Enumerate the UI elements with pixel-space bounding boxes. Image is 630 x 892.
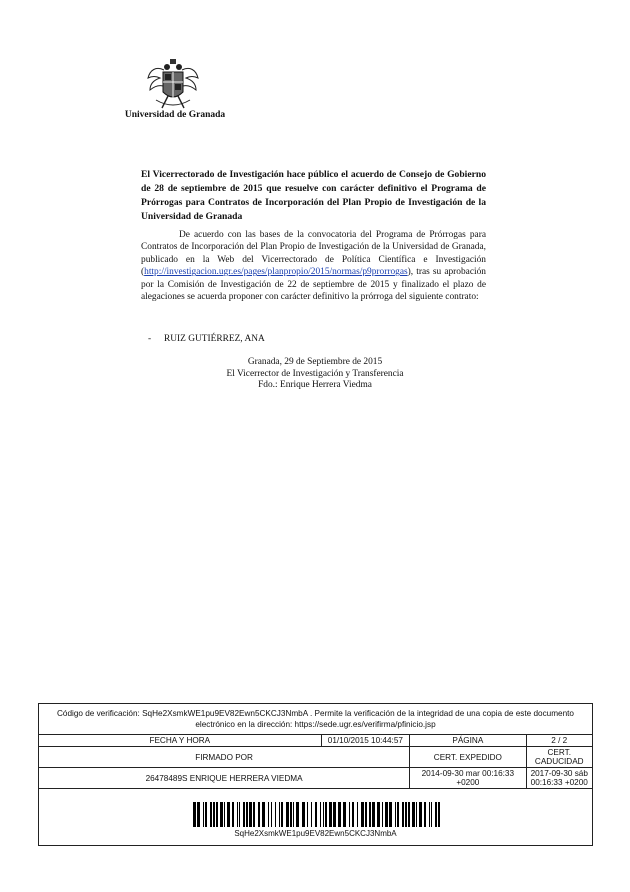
barcode-bar — [352, 802, 354, 827]
signature-role: El Vicerrector de Investigación y Transferencia — [226, 368, 404, 379]
barcode-bar — [246, 802, 248, 827]
fecha-value: 01/10/2015 10:44:57 — [321, 735, 410, 747]
barcode-bar — [385, 802, 388, 827]
barcode-bar — [377, 802, 380, 827]
barcode-bar — [271, 802, 272, 827]
firmado-label: FIRMADO POR — [39, 747, 410, 768]
barcode-bar — [397, 802, 399, 827]
body-text-end: ), tras su aprobación por la Comisión de Investigación de 22 de septiembre de 2015 y finalizado el plazo de alegaciones se acuerda proponer con carácter definitivo la prórroga del siguiente contrato: — [141, 267, 486, 303]
barcode-bar — [220, 802, 223, 827]
barcode-bar — [405, 802, 407, 827]
barcode-bar — [333, 802, 336, 827]
list-dash: - — [148, 334, 152, 344]
verification-code-text: Código de verificación: SqHe2XsmkWE1pu9EV82Ewn5CKCJ3NmbA . Permite la verificación de la integridad de una copia de este documento electrónico en la dirección: https://sede.ugr.es/verifirma/pfinicio.jsp — [39, 704, 593, 735]
planpropio-link[interactable]: http://investigacion.ugr.es/pages/planpropio/2015/normas/p9prorrogas — [144, 267, 408, 278]
barcode-bar — [197, 802, 200, 827]
barcode-bar — [203, 802, 204, 827]
barcode-bar — [307, 802, 308, 827]
beneficiary-item — [148, 334, 265, 344]
barcode-bar — [419, 802, 422, 827]
barcode-bar — [329, 802, 332, 827]
barcode-bar — [311, 802, 312, 827]
body-text-start: De acuerdo con las bases de la convocatoria del Programa de Prórrogas para Contratos de Incorporación del Plan Propio de Investigación de la Universidad de Granada, publicado en la Web del Vicerrectorado de Política Científica e Investigación ( — [141, 230, 486, 278]
barcode-bar — [262, 802, 265, 827]
barcode-bar — [315, 802, 317, 827]
barcode-bar — [232, 802, 234, 827]
barcode-bar — [193, 802, 196, 827]
university-name: Universidad de Granada — [124, 110, 226, 120]
expedido-value: 2014-09-30 mar 00:16:33 +0200 — [410, 768, 526, 789]
body-paragraph — [141, 229, 486, 303]
university-crest-logo — [144, 56, 202, 112]
barcode-bar — [408, 802, 410, 827]
barcode-bar — [279, 802, 280, 827]
expedido-label: CERT. EXPEDIDO — [410, 747, 526, 768]
barcode-bar — [372, 802, 375, 827]
barcode-bar — [438, 802, 440, 827]
barcode-cell — [39, 789, 593, 846]
signer-value: 26478489S ENRIQUE HERRERA VIEDMA — [39, 768, 410, 789]
barcode-bar — [429, 802, 430, 827]
barcode-bar — [268, 802, 269, 827]
barcode-bar — [365, 802, 367, 827]
barcode-bar — [205, 802, 207, 827]
barcode-bar — [258, 802, 260, 827]
barcode-bar — [275, 802, 276, 827]
barcode-bar — [237, 802, 238, 827]
signature-place-date: Granada, 29 de Septiembre de 2015 — [247, 357, 383, 367]
caducidad-label: CERT. CADUCIDAD — [526, 747, 593, 768]
caducidad-value: 2017-09-30 sáb 00:16:33 +0200 — [526, 768, 593, 789]
barcode-text: SqHe2XsmkWE1pu9EV82Ewn5CKCJ3NmbA — [234, 829, 397, 838]
document-heading: El Vicerrectorado de Investigación hace público el acuerdo de Consejo de Gobierno de 28 de septiembre de 2015 que resuelve con carácter definitivo el Programa de Prórrogas para Contratos de Incorporación del Plan Propio de Investigación de la Universidad de Granada — [141, 169, 486, 222]
barcode-bar — [213, 802, 215, 827]
barcode-bar — [296, 802, 299, 827]
pagina-label: PÁGINA — [410, 735, 526, 747]
barcode-bar — [253, 802, 255, 827]
barcode-bar — [349, 802, 350, 827]
barcode-bar — [389, 802, 392, 827]
barcode-bar — [412, 802, 415, 827]
barcode-bar — [281, 802, 283, 827]
pagina-value: 2 / 2 — [526, 735, 593, 747]
barcode-bar — [302, 802, 305, 827]
barcode-bar — [290, 802, 292, 827]
fecha-label: FECHA Y HORA — [39, 735, 322, 747]
barcode-bar — [210, 802, 212, 827]
barcode-bar — [424, 802, 426, 827]
barcode-bar — [320, 802, 321, 827]
signature-signed-by: Fdo.: Enrique Herrera Viedma — [258, 380, 372, 391]
barcode-bar — [338, 802, 341, 827]
barcode-bar — [227, 802, 230, 827]
verification-barcode — [191, 802, 441, 827]
barcode-bar — [249, 802, 252, 827]
barcode-bar — [216, 802, 218, 827]
barcode-bar — [416, 802, 417, 827]
barcode-bar — [224, 802, 225, 827]
signature-block — [160, 357, 470, 392]
barcode-bar — [286, 802, 289, 827]
barcode-bar — [243, 802, 245, 827]
barcode-bar — [239, 802, 240, 827]
barcode-bar — [357, 802, 358, 827]
barcode-bar — [323, 802, 324, 827]
barcode-bar — [293, 802, 294, 827]
barcode-bar — [369, 802, 371, 827]
beneficiary-name: RUIZ GUTIÉRREZ, ANA — [164, 334, 265, 344]
barcode-bar — [431, 802, 432, 827]
barcode-bar — [343, 802, 346, 827]
barcode-bar — [382, 802, 383, 827]
barcode-bar — [325, 802, 327, 827]
verification-table — [38, 703, 593, 846]
barcode-bar — [402, 802, 404, 827]
barcode-bar — [361, 802, 364, 827]
barcode-bar — [435, 802, 437, 827]
barcode-bar — [395, 802, 396, 827]
